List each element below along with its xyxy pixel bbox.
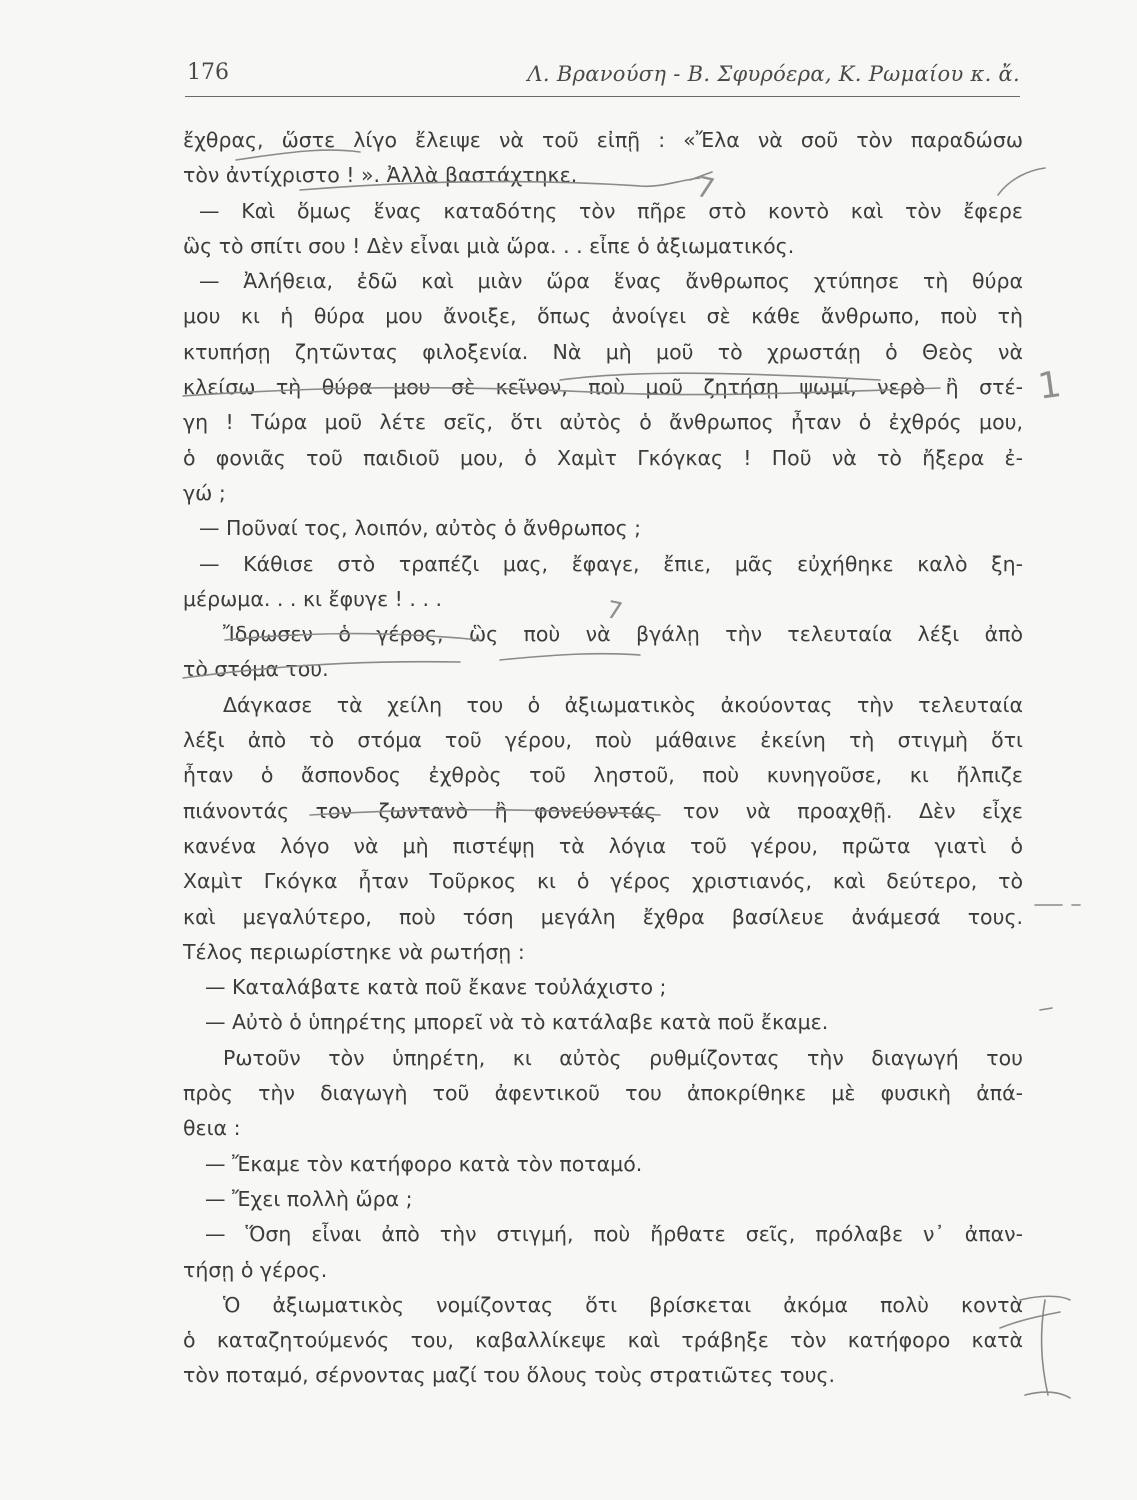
- text-line: — Ἔκαμε τὸν κατήφορο κατὰ τὸν ποταμό.: [205, 1151, 643, 1176]
- text-line: — Ἔχει πολλὴ ὥρα ;: [205, 1186, 413, 1211]
- text-line: γώ ;: [183, 480, 226, 505]
- text-line: πρὸς τὴν διαγωγὴ τοῦ ἀφεντικοῦ του ἀποκρίθηκε μὲ φυσικὴ ἀπά-: [183, 1081, 1023, 1106]
- text-line: — Καταλάβατε κατὰ ποῦ ἔκανε τοὐλάχιστο ;: [205, 975, 667, 1000]
- text-line: Ρωτοῦν τὸν ὑπηρέτη, κι αὐτὸς ρυθμίζοντας τὴν διαγωγή του: [223, 1045, 1023, 1070]
- text-line: καὶ μεγαλύτερο, ποὺ τόση μεγάλη ἔχθρα βασίλευε ἀνάμεσά τους.: [183, 904, 1023, 929]
- text-line: — Ποῦναί τος, λοιπόν, αὐτὸς ὁ ἄνθρωπος ;: [199, 516, 642, 541]
- text-line: ἔχθρας, ὥστε λίγο ἔλειψε νὰ τοῦ εἰπῇ : «Ἔλα νὰ σοῦ τὸν παραδώσω: [183, 128, 1023, 152]
- text-line: τήσῃ ὁ γέρος.: [183, 1257, 328, 1282]
- text-line: κλείσω τὴ θύρα μου σὲ κεῖνον, ποὺ μοῦ ζητήσῃ ψωμί, νερὸ ἢ στέ-: [183, 375, 1023, 400]
- text-line: — Αὐτὸ ὁ ὑπηρέτης μπορεῖ νὰ τὸ κατάλαβε κατὰ ποῦ ἔκαμε.: [205, 1010, 829, 1035]
- text-line: Τέλος περιωρίστηκε νὰ ρωτήσῃ :: [183, 939, 525, 964]
- text-line: Χαμὶτ Γκόγκα ἦταν Τοῦρκος κι ὁ γέρος χριστιανός, καὶ δεύτερο, τὸ: [183, 869, 1023, 894]
- text-line: μου κι ἡ θύρα μου ἄνοιξε, ὅπως ἀνοίγει σὲ κάθε ἄνθρωπο, ποὺ τὴ: [183, 304, 1023, 329]
- text-line: γη ! Τώρα μοῦ λέτε σεῖς, ὅτι αὐτὸς ὁ ἄνθρωπος ἦταν ὁ ἐχθρός μου,: [183, 410, 1023, 435]
- pencil-bracket: [1042, 1300, 1048, 1395]
- text-line: λέξι ἀπὸ τὸ στόμα τοῦ γέρου, ποὺ μάθαινε ἐκείνη τὴ στιγμὴ ὅτι: [183, 728, 1023, 753]
- text-line: Δάγκασε τὰ χείλη του ὁ ἀξιωματικὸς ἀκούοντας τὴν τελευταία: [223, 692, 1023, 717]
- text-line: ἦταν ὁ ἄσπονδος ἐχθρὸς τοῦ ληστοῦ, ποὺ κυνηγοῦσε, κι ἤλπιζε: [183, 763, 1023, 788]
- text-line: — Καὶ ὅμως ἕνας καταδότης τὸν πῆρε στὸ κοντὸ καὶ τὸν ἔφερε: [199, 198, 1023, 223]
- text-line: Ὁ ἀξιωματικὸς νομίζοντας ὅτι βρίσκεται ἀκόμα πολὺ κοντὰ: [223, 1292, 1023, 1317]
- text-line: κανένα λόγο νὰ μὴ πιστέψῃ τὰ λόγια τοῦ γέρου, πρῶτα γιατὶ ὁ: [183, 833, 1023, 858]
- text-line: — Ὅση εἶναι ἀπὸ τὴν στιγμή, ποὺ ἤρθατε σεῖς, πρόλαβε ν᾽ ἀπαν-: [205, 1222, 1023, 1247]
- text-line: κτυπήσῃ ζητῶντας φιλοξενία. Νὰ μὴ μοῦ τὸ χρωστάῃ ὁ Θεὸς νὰ: [183, 339, 1023, 364]
- text-line: τὸν ποταμό, σέρνοντας μαζί του ὅλους τοὺς στρατιῶτες τους.: [183, 1363, 836, 1388]
- text-line: ὣς τὸ σπίτι σου ! Δὲν εἶναι μιὰ ὥρα. . . εἶπε ὁ ἀξιωματικός.: [183, 233, 795, 258]
- running-title: Λ. Βρανούση - Β. Σφυρόερα, Κ. Ρωμαίου κ. ἄ.: [527, 62, 1020, 86]
- text-line: — Ἀλήθεια, ἐδῶ καὶ μιὰν ὥρα ἕνας ἄνθρωπος χτύπησε τὴ θύρα: [199, 269, 1023, 294]
- page-number: 176: [187, 60, 229, 85]
- margin-mark: 1: [1035, 363, 1064, 408]
- header-rule: [185, 96, 1020, 97]
- text-line: θεια :: [183, 1116, 241, 1141]
- text-line: Ἴδρωσεν ὁ γέρος, ὣς ποὺ νὰ βγάλῃ τὴν τελευταία λέξι ἀπὸ: [223, 622, 1023, 647]
- text-line: πιάνοντάς τον ζωντανὸ ἢ φονεύοντάς τον νὰ προαχθῇ. Δὲν εἶχε: [183, 798, 1023, 823]
- margin-mark: 7: [604, 595, 625, 626]
- pencil-bracket: [1020, 1296, 1070, 1300]
- text-line: μέρωμα. . . κι ἔφυγε ! . . .: [183, 586, 443, 611]
- text-line: ὁ φονιᾶς τοῦ παιδιοῦ μου, ὁ Χαμὶτ Γκόγκας ! Ποῦ νὰ τὸ ἤξερα ἐ-: [183, 445, 1023, 470]
- text-line: τὸν ἀντίχριστο ! ». Ἀλλὰ βαστάχτηκε.: [183, 163, 578, 188]
- pencil-bracket: [1025, 1392, 1070, 1398]
- pencil-dash: [1040, 1008, 1052, 1010]
- body-text: [183, 123, 1023, 1394]
- text-line: — Κάθισε στὸ τραπέζι μας, ἔφαγε, ἔπιε, μᾶς εὐχήθηκε καλὸ ξη-: [199, 551, 1023, 576]
- margin-mark: 7: [693, 169, 718, 206]
- running-header: [185, 52, 1020, 92]
- text-line: τὸ στόμα του.: [183, 657, 329, 682]
- text-line: ὁ καταζητούμενός του, καβαλλίκεψε καὶ τράβηξε τὸν κατήφορο κατὰ: [183, 1328, 1023, 1353]
